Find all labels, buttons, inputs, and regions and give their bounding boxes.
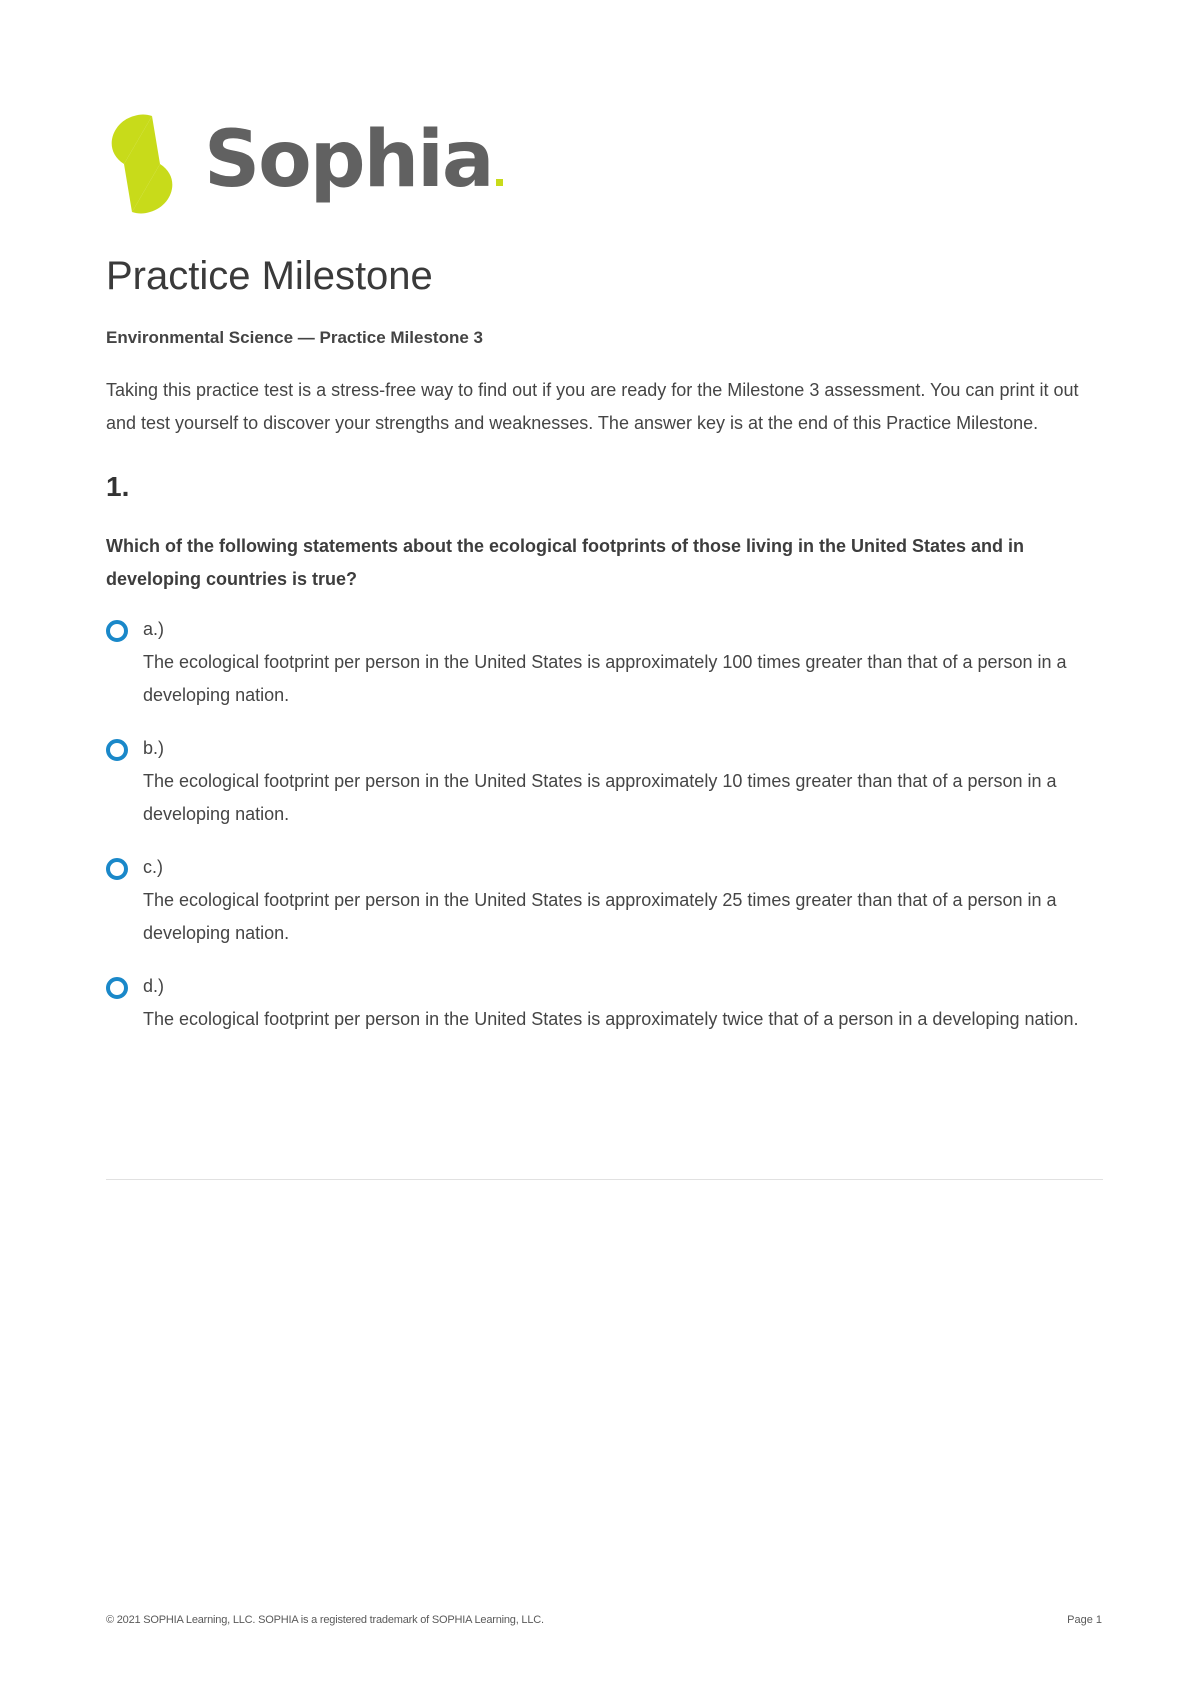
option-label: c.) [143, 857, 163, 877]
question-number: 1. [106, 471, 130, 502]
intro-paragraph: Taking this practice test is a stress-free way to find out if you are ready for the Milestone 3 assessment. You can print it out and test yourself to discover your strengths and weaknesses. The answer key is at the end of this Practice Milestone. [106, 380, 1079, 433]
option-a[interactable] [106, 613, 1096, 712]
footer-copyright: © 2021 SOPHIA Learning, LLC. SOPHIA is a registered trademark of SOPHIA Learning, LLC. [106, 1614, 544, 1626]
option-b[interactable] [106, 732, 1096, 831]
option-d[interactable] [106, 970, 1096, 1036]
option-text: The ecological footprint per person in the United States is approximately 10 times greater than that of a person in a developing nation. [143, 771, 1057, 824]
answer-options [106, 613, 1096, 1036]
option-text: The ecological footprint per person in the United States is approximately 25 times greater than that of a person in a developing nation. [143, 890, 1057, 943]
sophia-logo [104, 112, 503, 216]
option-text: The ecological footprint per person in the United States is approximately 100 times greater than that of a person in a developing nation. [143, 652, 1067, 705]
radio-button-icon[interactable] [106, 977, 128, 999]
course-subtitle: Environmental Science — Practice Milestone 3 [106, 328, 483, 347]
sophia-logo-wordmark: Sophia [204, 121, 503, 199]
section-divider [106, 1179, 1103, 1180]
option-label: a.) [143, 619, 165, 639]
footer-page-number: Page 1 [1067, 1614, 1102, 1626]
logo-dot [496, 179, 503, 186]
option-label: b.) [143, 738, 165, 758]
option-text: The ecological footprint per person in the United States is approximately twice that of a person in a developing nation. [143, 1009, 1079, 1029]
option-c[interactable] [106, 851, 1096, 950]
milestone-content [106, 252, 1096, 1056]
question-text: Which of the following statements about the ecological footprints of those living in the United States and in developing countries is true? [106, 536, 1025, 589]
option-label: d.) [143, 976, 165, 996]
sophia-logo-mark-icon [104, 112, 180, 216]
radio-button-icon[interactable] [106, 739, 128, 761]
page-title: Practice Milestone [106, 254, 433, 298]
radio-button-icon[interactable] [106, 858, 128, 880]
radio-button-icon[interactable] [106, 620, 128, 642]
